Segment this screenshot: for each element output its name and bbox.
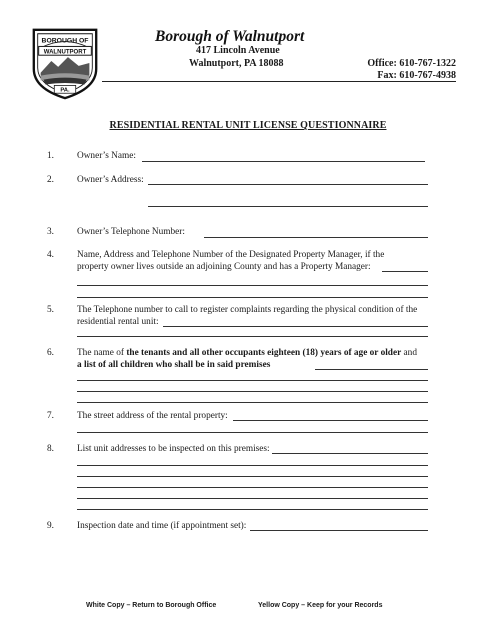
unit-addresses-field-3[interactable] [77,476,428,477]
borough-seal [26,24,104,102]
question-number: 1. [47,151,54,161]
fax-number: Fax: 610-767-4938 [377,70,456,81]
property-manager-field-2[interactable] [77,285,428,286]
occupants-field[interactable] [315,369,428,370]
street-address-field-2[interactable] [77,432,428,433]
owner-address-field[interactable] [148,184,428,185]
address-line-1: 417 Lincoln Avenue [196,45,280,56]
seal-bottom-text: PA. [60,87,70,94]
question-label: Owner’s Address: [77,175,144,185]
occupants-field-3[interactable] [77,391,428,392]
question-label: The Telephone number to call to register complaints regarding the physical condition of the [77,305,418,315]
question-number: 3. [47,227,54,237]
unit-addresses-field-5[interactable] [77,498,428,499]
question-label: List unit addresses to be inspected on this premises: [77,444,270,454]
question-label-end: and [401,348,417,358]
white-copy-note: White Copy – Return to Borough Office [86,602,217,609]
question-label: property owner lives outside an adjoining County and has a Property Manager: [77,262,371,272]
unit-addresses-field-2[interactable] [77,465,428,466]
unit-addresses-field-6[interactable] [77,509,428,510]
question-number: 2. [47,175,54,185]
owner-name-field[interactable] [142,161,425,162]
question-label: Owner’s Name: [77,151,136,161]
question-number: 4. [47,250,54,260]
question-label-plain: The name of [77,348,127,358]
owner-telephone-field[interactable] [204,237,428,238]
inspection-date-field[interactable] [250,530,428,531]
question-number: 6. [47,348,54,358]
borough-title: Borough of Walnutport [155,28,305,45]
question-label: The street address of the rental property: [77,411,228,421]
question-number: 5. [47,305,54,315]
seal-top-text: BOROUGH OF [41,37,89,45]
occupants-field-4[interactable] [77,402,428,403]
property-manager-field[interactable] [382,271,428,272]
question-number: 9. [47,521,54,531]
question-label: Name, Address and Telephone Number of the Designated Property Manager, if the [77,250,385,260]
owner-address-field-2[interactable] [148,206,428,207]
header-divider [102,81,456,82]
yellow-copy-note: Yellow Copy – Keep for your Records [258,602,383,609]
complaint-phone-field-2[interactable] [77,336,428,337]
question-label: Inspection date and time (if appointment set): [77,521,247,531]
question-label-bold: a list of all children who shall be in said premises [77,360,271,370]
property-manager-field-3[interactable] [77,297,428,298]
question-label: residential rental unit: [77,317,159,327]
occupants-field-2[interactable] [77,380,428,381]
street-address-field[interactable] [233,420,428,421]
form-title: RESIDENTIAL RENTAL UNIT LICENSE QUESTIONNAIRE [109,120,387,131]
question-label-bold: the tenants and all other occupants eighteen (18) years of age or older [126,348,402,358]
question-number: 8. [47,444,54,454]
complaint-phone-field[interactable] [163,326,428,327]
question-number: 7. [47,411,54,421]
office-phone: Office: 610-767-1322 [367,58,456,69]
address-line-2: Walnutport, PA 18088 [189,58,284,69]
unit-addresses-field-4[interactable] [77,487,428,488]
seal-banner-text: WALNUTPORT [43,49,87,56]
question-label: Owner’s Telephone Number: [77,227,185,237]
unit-addresses-field[interactable] [272,453,428,454]
